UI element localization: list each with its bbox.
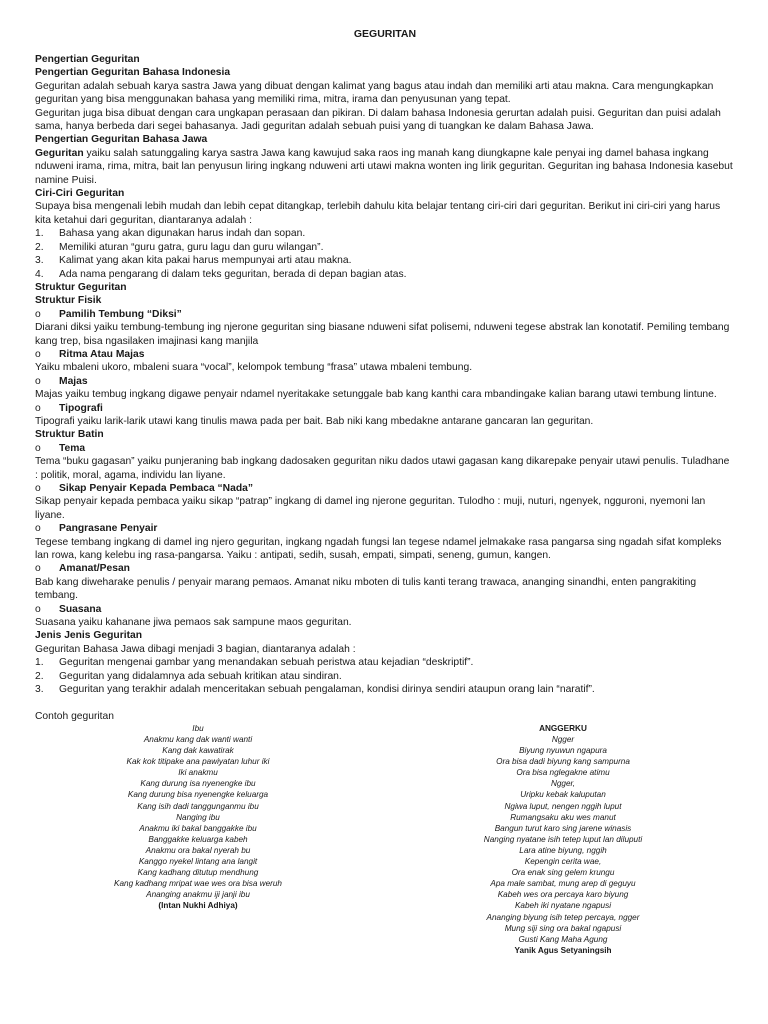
poem-line: Kabeh wes ora percaya karo biyung [497, 890, 629, 900]
list-item [35, 241, 735, 254]
bullet-title: Sikap Penyair Kepada Pembaca “Nada” [59, 483, 254, 494]
poem-title: ANGGERKU [539, 723, 587, 733]
poem-line: Ngiwa luput, nengen nggih luput [504, 801, 622, 811]
bullet-marker: o [35, 523, 41, 535]
paragraph-jawa [35, 147, 735, 187]
heading-struktur: Struktur Geguritan [35, 281, 127, 293]
list-text: Kalimat yang akan kita pakai harus mempunyai arti atau makna. [59, 255, 352, 267]
list-text: Bahasa yang akan digunakan harus indah dan sopan. [59, 228, 306, 240]
poem-line: Ananging biyung isih tetep percaya, ngger [486, 912, 640, 922]
poem-line: Kabeh iki nyatane ngapusi [514, 901, 612, 911]
heading-struktur-fisik: Struktur Fisik [35, 295, 102, 307]
poem-line: Kang isih dadi tanggunganmu ibu [137, 801, 259, 811]
heading-pengertian: Pengertian Geguritan [35, 54, 140, 65]
poem-line: Ora bisa dadi biyung kang sampurna [496, 757, 630, 767]
bullet-title: Tema [59, 442, 86, 454]
heading-struktur-batin: Struktur Batin [35, 429, 104, 441]
list-item [35, 227, 735, 240]
poem-line: Mung siji sing ora bakal ngapusi [504, 923, 622, 933]
poem-line: Kepengin cerita wae, [524, 857, 602, 867]
poem-line: Iki anakmu [178, 768, 218, 778]
list-text: Geguritan yang terakhir adalah menceritakan sebuah pengalaman, kondisi dirinya sendiri ataupun orang lain “naratif”. [59, 684, 595, 696]
poem-line: Uripku kebak kaluputan [520, 790, 606, 800]
bullet-paragraph: Tipografi yaiku larik-larik utawi kang tinulis mawa pada per bait. Bab niki kang mbedakne antarane gancaran lan geguritan. [35, 415, 594, 427]
bullet-heading [35, 603, 735, 616]
bullet-heading [35, 375, 735, 388]
poem-line: Kang durung bisa nyenengke keluarga [127, 790, 269, 800]
list-text: Geguritan mengenai gambar yang menandakan sebuah peristwa atau kejadian “deskriptif”. [59, 657, 474, 669]
bullet-heading [35, 522, 735, 535]
bullet-title: Amanat/Pesan [59, 563, 130, 575]
poem-line: Lara atine biyung, nggih [519, 845, 607, 855]
bullet-marker: o [35, 308, 41, 320]
poem-line: Ora bisa nglegakne atimu [516, 768, 610, 778]
poem-line: Biyung nyuwun ngapura [519, 746, 607, 756]
heading-pengertian-indonesia: Pengertian Geguritan Bahasa Indonesia [35, 67, 231, 79]
poems-section [35, 723, 735, 963]
bullet-marker: o [35, 375, 41, 387]
ciri-list [35, 227, 735, 281]
list-item [35, 683, 735, 696]
list-item [35, 254, 735, 267]
poem-line: Anakmu iki bakal banggakke ibu [139, 823, 257, 833]
paragraph-jawa-bold: Geguritan [35, 147, 84, 159]
bullet-marker: o [35, 483, 41, 494]
bullet-title: Pamilih Tembung “Diksi” [59, 308, 182, 320]
paragraph-indonesia-1: Geguritan adalah sebuah karya sastra Jawa yang dibuat dengan kalimat yang bagus atau indah dan memiliki arti atau makna. Cara mengungkapkan geguritan yang bisa menggunakan bahasa yang memiliki rima, mitra, irama dan penyusunan yang tepat. [35, 80, 714, 106]
bullet-marker: o [35, 348, 41, 360]
poem-author: (Intan Nukhi Adhiya) [158, 901, 238, 911]
bullet-heading [35, 308, 735, 321]
list-item [35, 656, 735, 669]
list-number: 1. [35, 657, 44, 669]
bullet-paragraph: Diarani diksi yaiku tembung-tembung ing njerone geguritan sing biasane nduweni sifat polisemi, nduweni tegese abstrak lan konotatif. Pemiling tembang kang trep, bisa ngasilaken imajinasi kang manjila [35, 322, 730, 347]
poem-ibu [60, 723, 336, 912]
heading-ciri: Ciri-Ciri Geguritan [35, 188, 125, 200]
poem-line: Nanging nyatane isih tetep luput lan diluputi [483, 834, 643, 844]
bullet-paragraph: Yaiku mbaleni ukoro, mbaleni suara “vocal”, kelompok tembung “frasa” utawa mbaleni tembung. [35, 362, 473, 374]
spacer [35, 697, 735, 710]
poem-line: Bangun turut karo sing jarene winasis [494, 823, 632, 833]
bullet-paragraph: Suasana yaiku kahanane jiwa pemaos sak sampune maos geguritan. [35, 617, 352, 629]
poem-line: Anakmu kang dak wanti wanti [143, 735, 253, 744]
poem-line: Ora enak sing gelem krungu [511, 868, 615, 878]
bullet-marker: o [35, 442, 41, 454]
bullet-title: Majas [59, 375, 88, 387]
poem-line: Rumangsaku aku wes manut [510, 812, 616, 822]
poem-line: Anakmu ora bakal nyerah bu [145, 845, 251, 855]
list-text: Geguritan yang didalamnya ada sebuah kritikan atau sindiran. [59, 670, 342, 682]
bullet-heading [35, 562, 735, 575]
bullet-heading [35, 402, 735, 415]
bullet-heading [35, 482, 735, 495]
document-title: GEGURITAN [353, 28, 417, 40]
list-item [35, 670, 735, 683]
heading-pengertian-jawa: Pengertian Geguritan Bahasa Jawa [35, 134, 208, 146]
poem-line: Kang kadhang mripat wae wes ora bisa weruh [114, 879, 282, 889]
poem-line: Banggakke keluarga kabeh [148, 834, 248, 844]
contoh-label: Contoh geguritan [35, 710, 115, 722]
bullet-paragraph: Sikap penyair kepada pembaca yaiku sikap “patrap” ingkang di damel ing njerone geguritan. Tulodho : muji, nuturi, ngenyek, ngguroni, nyemoni lan liyane. [35, 496, 706, 521]
poem-line: Kak kok titipake ana pawiyatan luhur iki [126, 757, 270, 767]
bullet-paragraph: Bab kang diweharake penulis / penyair marang pemaos. Amanat niku mboten di tulis kanti terang trawaca, ananging sinandhi, enten pangrakiting tembang. [35, 576, 697, 602]
poem-author: Yanik Agus Setyaningsih [514, 945, 612, 955]
paragraph-jawa-rest: yaiku salah satunggaling karya sastra Jawa kang kawujud saka raos ing manah kang diungkapne kale penyai ing damel bahasa ingkang nduweni irama, rima, mitra, bait lan penyusun liring ingkang nduweni arti utawi makna wonten ing lirik geguritan. Geguritan ing bahasa Indonesia kasebut namine Puisi. [35, 147, 733, 186]
list-number: 1. [35, 228, 44, 240]
paragraph-jenis: Geguritan Bahasa Jawa dibagi menjadi 3 bagian, diantaranya adalah : [35, 643, 356, 655]
bullet-marker: o [35, 402, 41, 414]
bullet-paragraph: Tema “buku gagasan” yaiku punjeraning bab ingkang dadosaken geguritan niku dados utawi gagasan kang dikarepake penyair utawi penulis. Tuladhane : politik, moral, agama, individu lan liyane. [35, 456, 730, 481]
poem-line: Apa male sambat, mung arep di geguyu [490, 879, 636, 889]
bullet-marker: o [35, 563, 41, 575]
paragraph-indonesia-2: Geguritan juga bisa dibuat dengan cara ungkapan perasaan dan pikiran. Di dalam bahasa Indonesia gerurtan adalah puisi. Geguritan dan puisi adalah sama, hanya berbeda dari segei bahasanya. Jadi geguritan adalah sebuah puisi yang di tuangkan ke dalam Bahasa Jawa. [35, 107, 721, 133]
batin-section [35, 442, 735, 630]
poem-line: Gusti Kang Maha Agung [518, 934, 608, 944]
bullet-title: Ritma Atau Majas [59, 348, 145, 360]
list-number: 3. [35, 684, 44, 696]
list-item [35, 268, 735, 281]
bullet-title: Suasana [59, 603, 102, 615]
bullet-heading [35, 348, 735, 361]
list-number: 3. [35, 255, 44, 267]
poem-line: Kanggo nyekel lintang ana langit [138, 857, 258, 867]
bullet-marker: o [35, 603, 41, 615]
list-text: Memiliki aturan “guru gatra, guru lagu dan guru wilangan”. [59, 241, 324, 253]
poem-line: Nanging ibu [176, 812, 220, 822]
poem-line: Kang durung isa nyenengke ibu [140, 779, 256, 789]
list-text: Ada nama pengarang di dalam teks geguritan, berada di depan bagian atas. [59, 268, 407, 280]
bullet-title: Tipografi [59, 402, 103, 414]
bullet-paragraph: Majas yaiku tembug ingkang digawe penyair ndamel nyeritakake setunggale bab kang kanthi cara mbandingake kalian barang utawi tembung lintune. [35, 389, 717, 401]
poem-title: Ibu [192, 723, 204, 733]
poem-line: Ngger [551, 735, 575, 744]
list-number: 4. [35, 268, 44, 280]
bullet-heading [35, 442, 735, 455]
poem-line: Ananging anakmu iji janji ibu [146, 890, 250, 900]
poem-line: Ngger, [550, 779, 576, 789]
heading-jenis: Jenis Jenis Geguritan [35, 630, 143, 642]
list-number: 2. [35, 670, 44, 682]
bullet-title: Pangrasane Penyair [59, 523, 158, 535]
fisik-section [35, 308, 735, 429]
poem-line: Kang kadhang ditutup mendhung [137, 868, 259, 878]
poem-line: Kang dak kawatirak [162, 746, 234, 756]
jenis-list [35, 656, 735, 696]
paragraph-ciri: Supaya bisa mengenali lebih mudah dan lebih cepat ditangkap, terlebih dahulu kita belajar tentang ciri-ciri dari geguritan. Berikut ini ciri-ciri yang harus kita ketahui dari geguritan, diantaranya adalah : [35, 201, 721, 226]
list-number: 2. [35, 241, 44, 253]
bullet-paragraph: Tegese tembang ingkang di damel ing njero geguritan, ingkang ngadah fungsi lan tegese ndamel jelmakake rasa pangarsa sing ngadah sifat kompleks lan rowa, kang kelebu ing rasa-pangarsa. Yaiku : antipati, sedih, susah, empati, simpati, seneng, gumun, kangen. [35, 536, 722, 562]
poem-anggerku [427, 723, 699, 956]
document-page [35, 28, 735, 963]
